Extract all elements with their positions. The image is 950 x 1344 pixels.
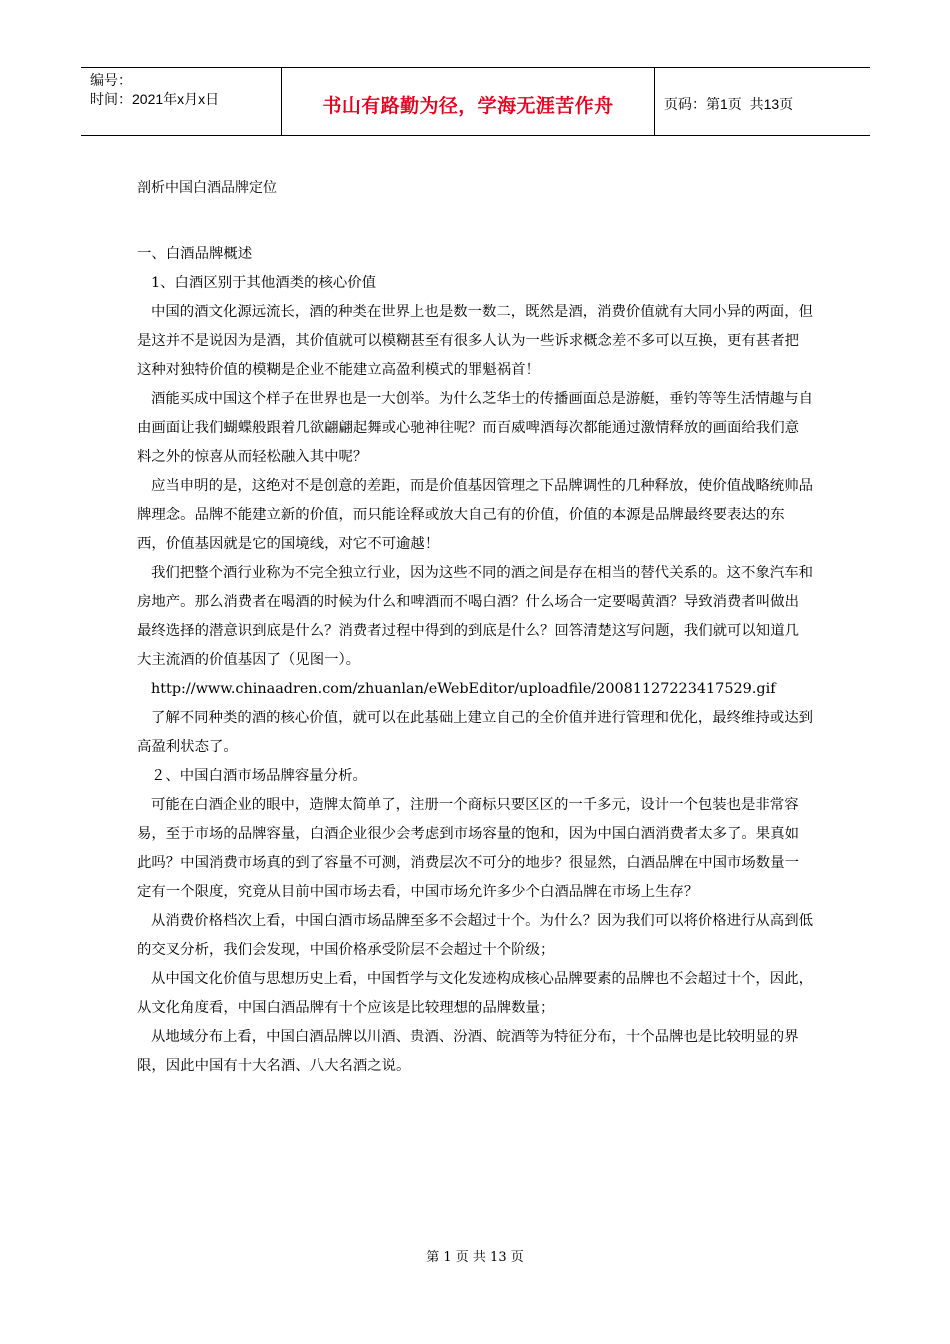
header-motto: 书山有路勤为径，学海无涯苦作舟 — [322, 95, 614, 117]
paragraph: 从地域分布上看，中国白酒品牌以川酒、贵酒、汾酒、皖酒等为特征分布，十个品牌也是比较明显的界限，因此中国有十大名酒、八大名酒之说。 — [137, 1029, 799, 1074]
image-url-link[interactable]: http://www.chinaadren.com/zhuanlan/eWebEditor/uploadfile/20081127223417529.gif — [151, 681, 776, 697]
section-heading: 一、白酒品牌概述 — [137, 246, 253, 262]
header-page-cell — [655, 68, 870, 135]
page-footer: 第 1 页 共 13 页 — [426, 1250, 524, 1265]
subsection-heading: ２、中国白酒市场品牌容量分析。 — [151, 768, 367, 784]
paragraph: 应当申明的是，这绝对不是创意的差距，而是价值基因管理之下品牌调性的几种释放，使价值战略统帅品牌理念。品牌不能建立新的价值，而只能诠释或放大自己有的价值，价值的本源是品牌最终要表达的东西，价值基因就是它的国境线，对它不可逾越！ — [137, 478, 813, 552]
paragraph: 可能在白酒企业的眼中，造牌太简单了，注册一个商标只要区区的一千多元，设计一个包装也是非常容易，至于市场的品牌容量，白酒企业很少会考虑到市场容量的饱和，因为中国白酒消费者太多了。果真如此吗？中国消费市场真的到了容量不可测，消费层次不可分的地步？很显然，白酒品牌在中国市场数量一定有一个限度，究竟从目前中国市场去看，中国市场允许多少个白酒品牌在市场上生存？ — [137, 797, 799, 900]
header-meta-cell — [81, 68, 282, 135]
subsection-heading: 1、白酒区别于其他酒类的核心价值 — [151, 275, 377, 291]
paragraph: 从中国文化价值与思想历史上看，中国哲学与文化发迹构成核心品牌要素的品牌也不会超过十个，因此，从文化角度看，中国白酒品牌有十个应该是比较理想的品牌数量； — [137, 971, 813, 1016]
article-body — [137, 240, 813, 1081]
document-date-label: 时间：2021年x月x日 — [90, 91, 220, 107]
paragraph: 酒能买成中国这个样子在世界也是一大创举。为什么芝华士的传播画面总是游艇，垂钓等等生活情趣与自由画面让我们蝴蝶般跟着几欲翩翩起舞或心驰神往呢？而百威啤酒每次都能通过激情释放的画面给我们意料之外的惊喜从而轻松融入其中呢？ — [137, 391, 813, 465]
header-motto-cell — [282, 68, 655, 135]
document-header — [81, 67, 870, 136]
paragraph: 从消费价格档次上看，中国白酒市场品牌至多不会超过十个。为什么？因为我们可以将价格进行从高到低的交叉分析，我们会发现，中国价格承受阶层不会超过十个阶级； — [137, 913, 813, 958]
header-page-info: 页码：第1页 共13页 — [664, 95, 794, 112]
paragraph: 中国的酒文化源远流长，酒的种类在世界上也是数一数二，既然是酒，消费价值就有大同小异的两面，但是这并不是说因为是酒，其价值就可以模糊甚至有很多人认为一些诉求概念差不多可以互换，更有甚者把这种对独特价值的模糊是企业不能建立高盈利模式的罪魁祸首！ — [137, 304, 813, 378]
paragraph: 了解不同种类的酒的核心价值，就可以在此基础上建立自己的全价值并进行管理和优化，最终维持或达到高盈利状态了。 — [137, 710, 813, 755]
paragraph: 我们把整个酒行业称为不完全独立行业，因为这些不同的酒之间是存在相当的替代关系的。这不象汽车和房地产。那么消费者在喝酒的时候为什么和啤酒而不喝白酒？什么场合一定要喝黄酒？导致消费者叫做出最终选择的潜意识到底是什么？消费者过程中得到的到底是什么？回答清楚这写问题，我们就可以知道几大主流酒的价值基因了（见图一）。 — [137, 565, 813, 668]
article-title: 剖析中国白酒品牌定位 — [137, 180, 277, 196]
document-number-label: 编号： — [90, 72, 132, 88]
